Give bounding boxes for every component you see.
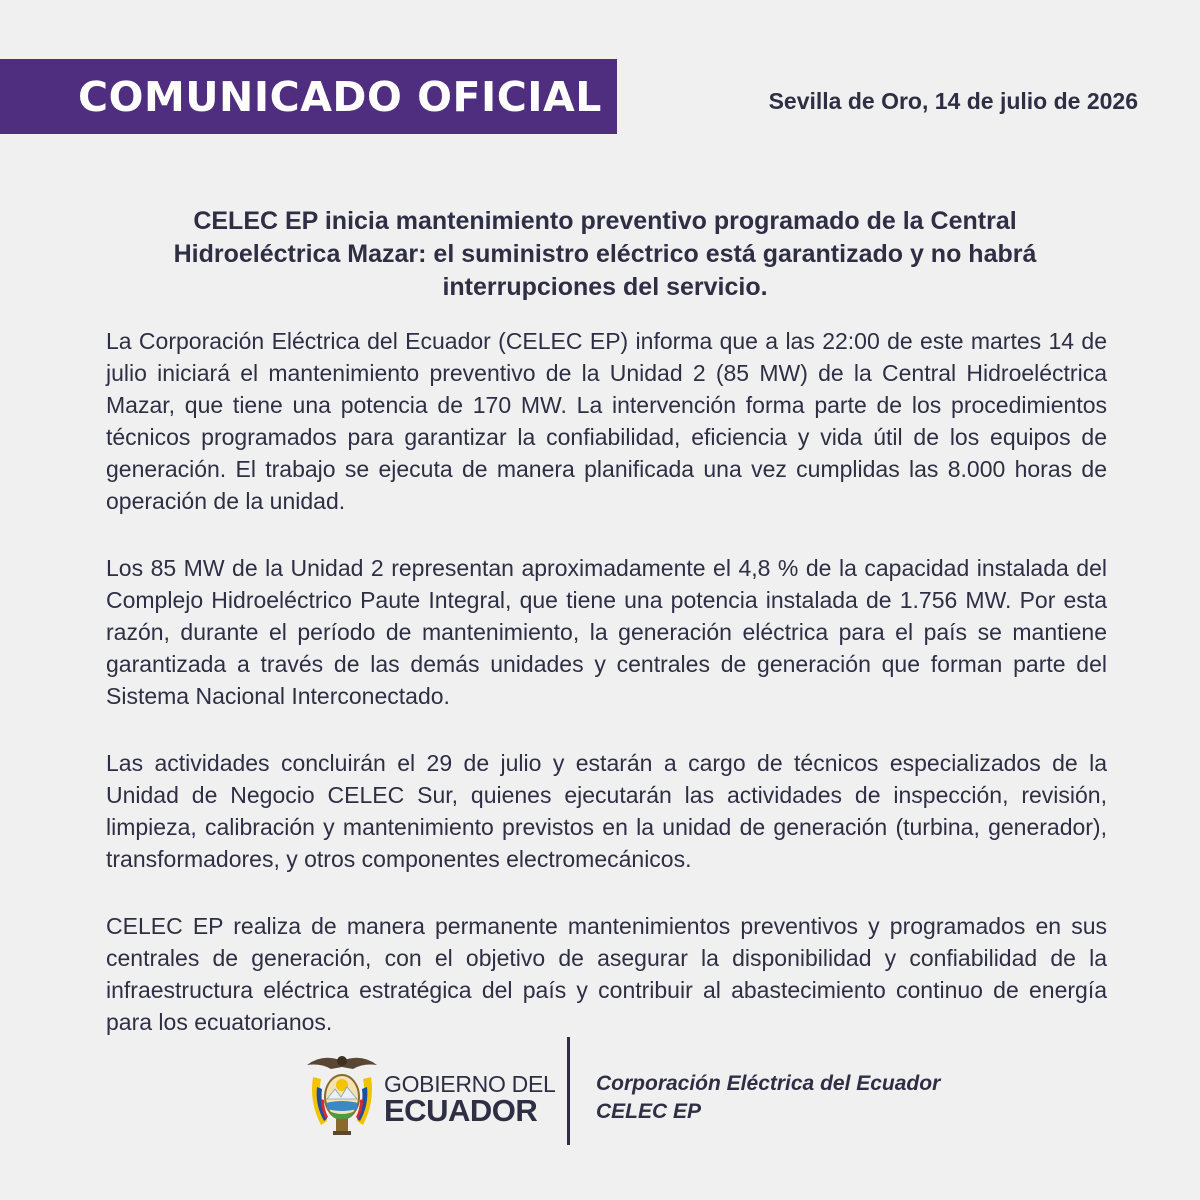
page-title: COMUNICADO OFICIAL xyxy=(78,72,602,121)
organization-acronym: CELEC EP xyxy=(596,1100,702,1123)
paragraph: CELEC EP realiza de manera permanente mantenimientos preventivos y programados en sus centrales de generación, con el objetivo de asegurar la disponibilidad y confiabilidad de la infraestructura eléctrica estratégica del país y contribuir al abastecimiento continuo de energía para los ecuatorianos. xyxy=(106,913,1107,1035)
country-label: ECUADOR xyxy=(384,1093,538,1128)
coat-of-arms-icon xyxy=(303,1047,381,1139)
organization-name: Corporación Eléctrica del Ecuador xyxy=(596,1072,941,1095)
footer-divider xyxy=(567,1037,570,1145)
headline: CELEC EP inicia mantenimiento preventivo programado de la Central Hidroeléctrica Mazar: el suministro eléctrico está garantizado y no habrá interrupciones del servicio. xyxy=(173,207,1037,301)
dateline: Sevilla de Oro, 14 de julio de 2026 xyxy=(768,88,1138,114)
body-text xyxy=(106,325,1107,1073)
government-label: GOBIERNO DEL xyxy=(384,1071,556,1097)
footer-logos xyxy=(300,1037,1000,1147)
title-banner xyxy=(0,59,617,134)
paragraph: Los 85 MW de la Unidad 2 representan aproximadamente el 4,8 % de la capacidad instalada del Complejo Hidroeléctrico Paute Integral, que tiene una potencia instalada de 1.756 MW. Por esta razón, durante el período de mantenimiento, la generación eléctrica para el país se mantiene garantizada a través de las demás unidades y centrales de generación que forman parte del Sistema Nacional Interconectado. xyxy=(106,555,1107,709)
paragraph: Las actividades concluirán el 29 de julio y estarán a cargo de técnicos especializados de la Unidad de Negocio CELEC Sur, quienes ejecutarán las actividades de inspección, revisión, limpieza, calibración y mantenimiento previstos en la unidad de generación (turbina, generador), transformadores, y otros componentes electromecánicos. xyxy=(106,750,1107,872)
paragraph: La Corporación Eléctrica del Ecuador (CELEC EP) informa que a las 22:00 de este martes 14 de julio iniciará el mantenimiento preventivo de la Unidad 2 (85 MW) de la Central Hidroeléctrica Mazar, que tiene una potencia de 170 MW. La intervención forma parte de los procedimientos técnicos programados para garantizar la confiabilidad, eficiencia y vida útil de los equipos de generación. El trabajo se ejecuta de manera planificada una vez cumplidas las 8.000 horas de operación de la unidad. xyxy=(106,328,1107,514)
